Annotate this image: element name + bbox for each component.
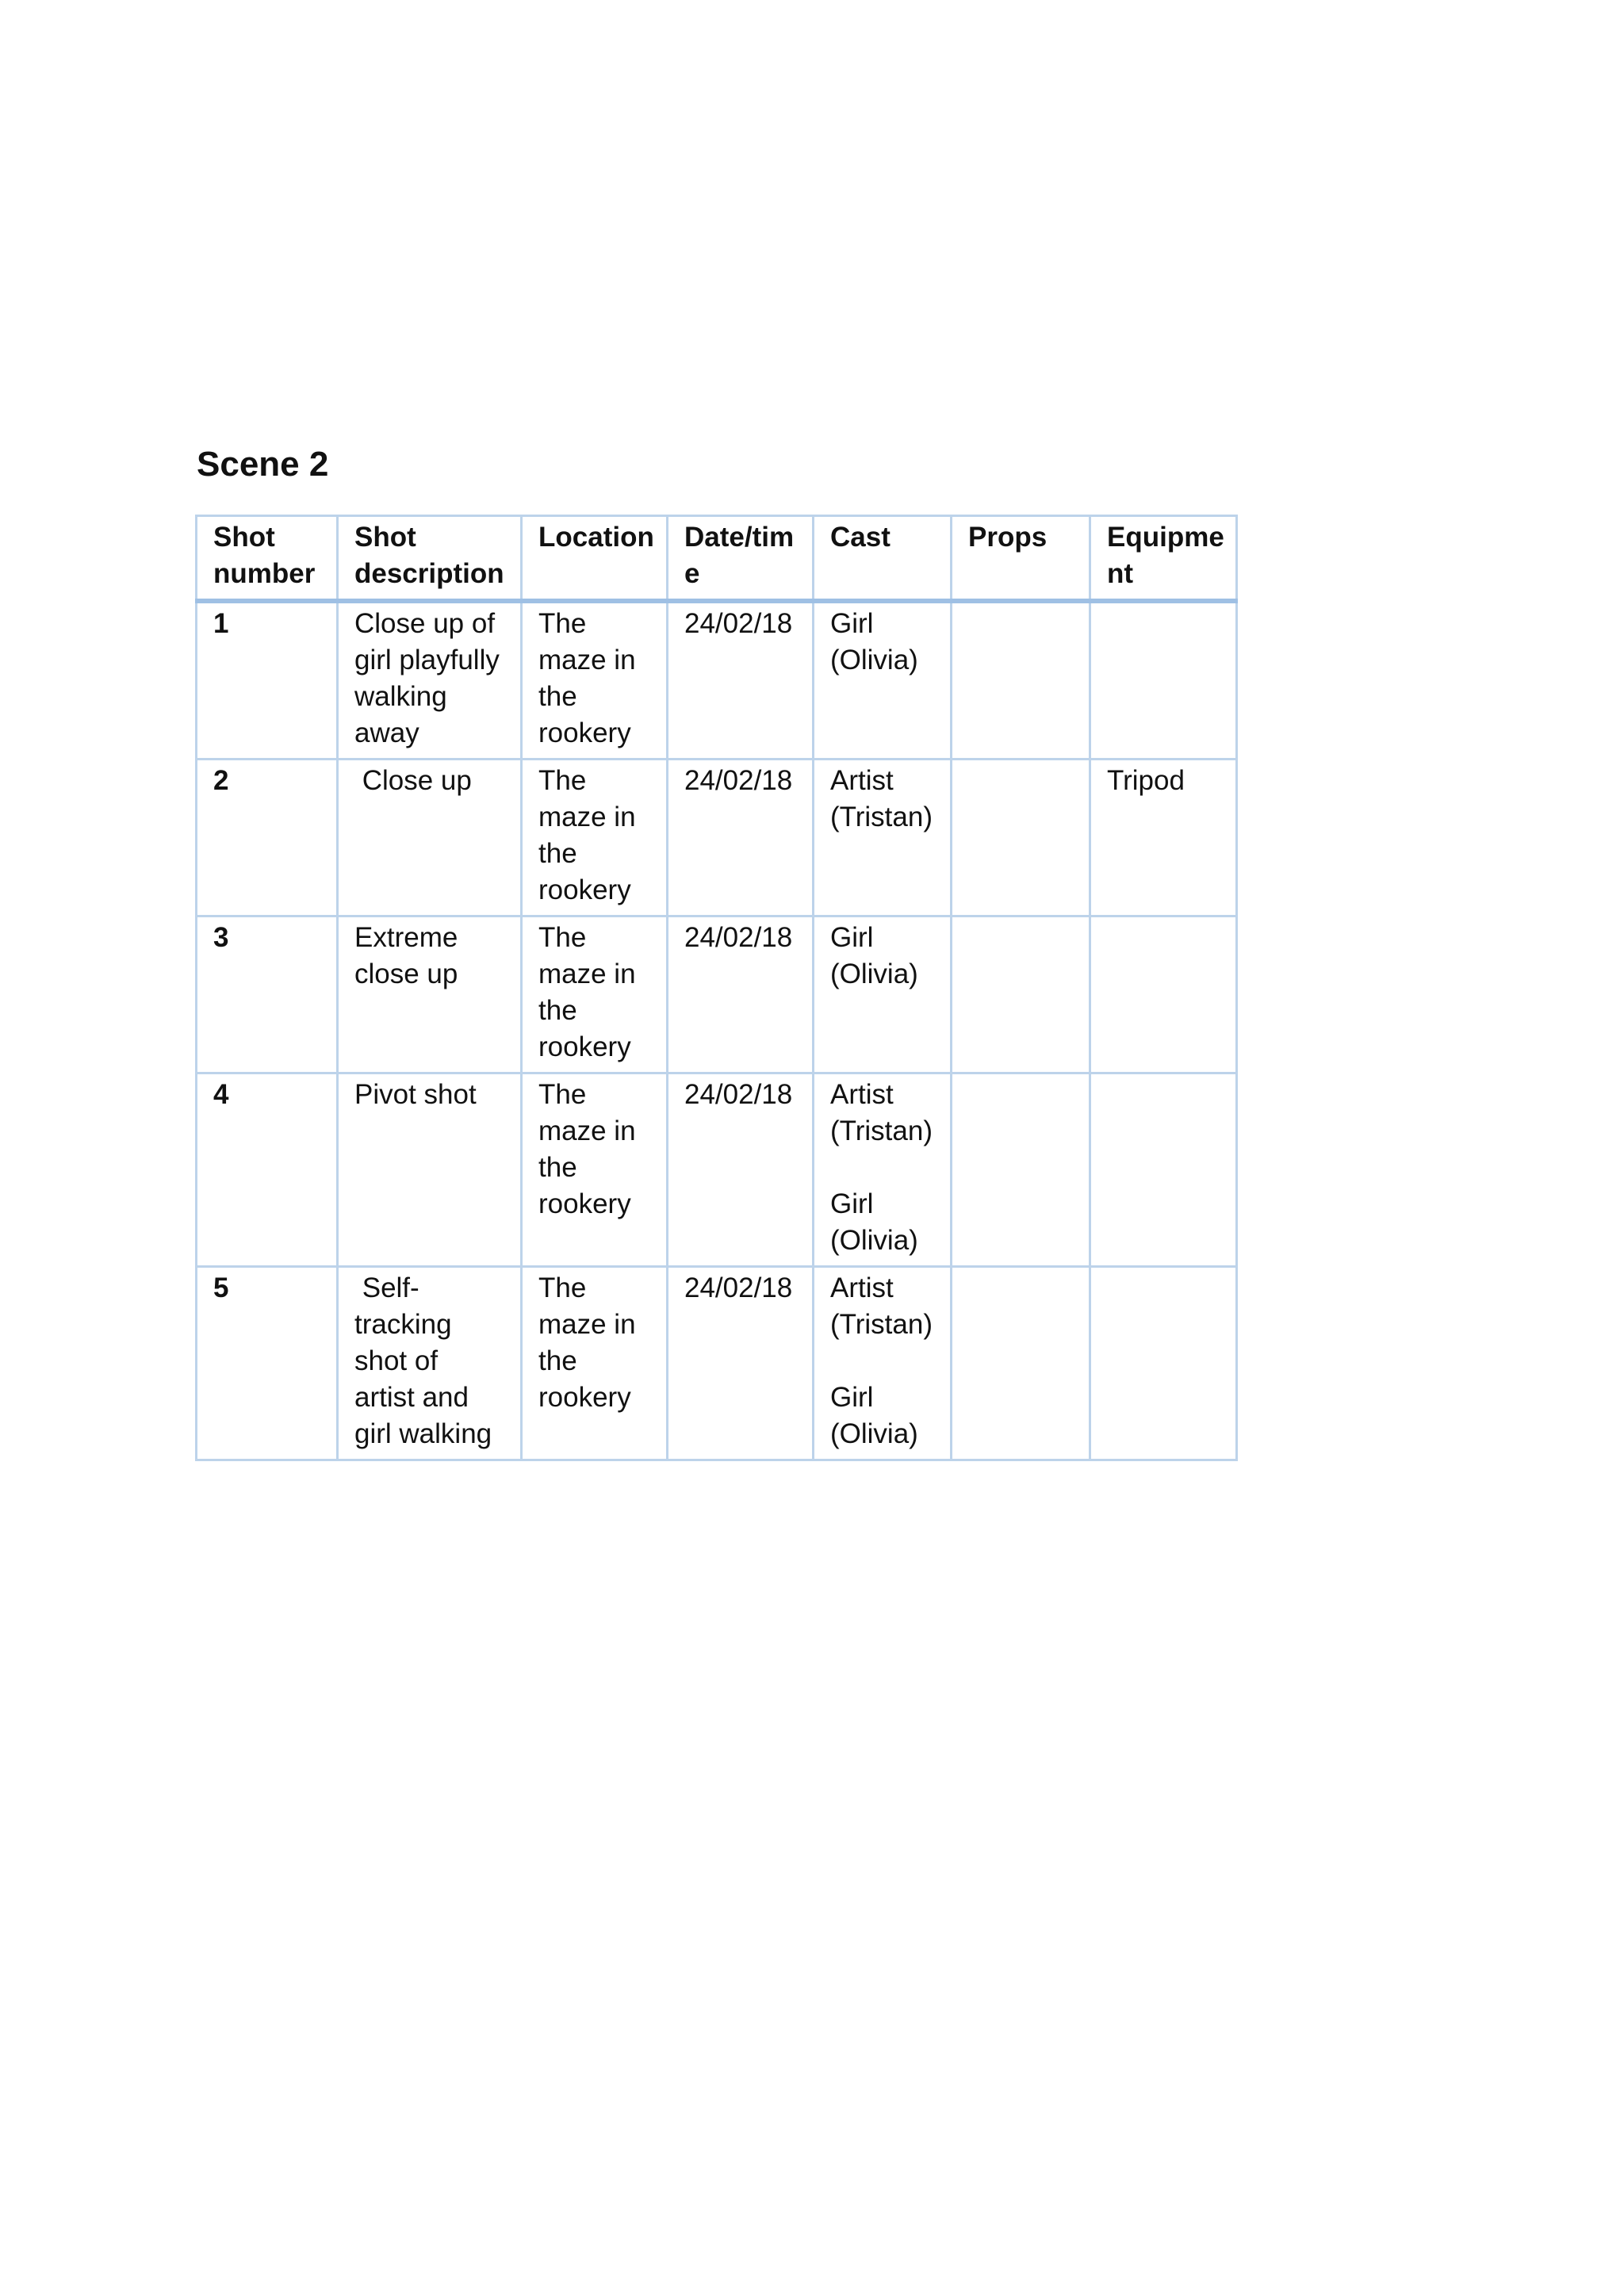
equipment-cell bbox=[1090, 1267, 1237, 1460]
props-cell bbox=[952, 1073, 1090, 1267]
shot-number-cell: 4 bbox=[197, 1073, 338, 1267]
props-cell bbox=[952, 601, 1090, 760]
table-row bbox=[197, 916, 1237, 1073]
header-equipment: Equipme nt bbox=[1090, 516, 1237, 602]
table-row bbox=[197, 1267, 1237, 1460]
location-cell: The maze in the rookery bbox=[522, 601, 668, 760]
header-shot-description: Shot description bbox=[338, 516, 522, 602]
equipment-cell: Tripod bbox=[1090, 760, 1237, 916]
header-cast: Cast bbox=[814, 516, 952, 602]
props-cell bbox=[952, 760, 1090, 916]
table-row bbox=[197, 601, 1237, 760]
header-date-time: Date/tim e bbox=[668, 516, 814, 602]
date-cell: 24/02/18 bbox=[668, 1073, 814, 1267]
cast-cell: Artist (Tristan) Girl (Olivia) bbox=[814, 1073, 952, 1267]
cast-cell: Artist (Tristan) Girl (Olivia) bbox=[814, 1267, 952, 1460]
shot-description-cell: Pivot shot bbox=[338, 1073, 522, 1267]
shot-number-cell: 2 bbox=[197, 760, 338, 916]
table-row bbox=[197, 760, 1237, 916]
date-cell: 24/02/18 bbox=[668, 601, 814, 760]
scene-title: Scene 2 bbox=[197, 445, 329, 484]
equipment-cell bbox=[1090, 1073, 1237, 1267]
equipment-cell bbox=[1090, 601, 1237, 760]
shot-description-cell: Close up of girl playfully walking away bbox=[338, 601, 522, 760]
props-cell bbox=[952, 1267, 1090, 1460]
shot-description-cell: Close up bbox=[338, 760, 522, 916]
date-cell: 24/02/18 bbox=[668, 760, 814, 916]
location-cell: The maze in the rookery bbox=[522, 1267, 668, 1460]
header-props: Props bbox=[952, 516, 1090, 602]
props-cell bbox=[952, 916, 1090, 1073]
header-shot-number: Shot number bbox=[197, 516, 338, 602]
cast-cell: Girl (Olivia) bbox=[814, 916, 952, 1073]
header-location: Location bbox=[522, 516, 668, 602]
shot-list-table bbox=[195, 515, 1238, 1461]
cast-cell: Girl (Olivia) bbox=[814, 601, 952, 760]
shot-number-cell: 1 bbox=[197, 601, 338, 760]
shot-number-cell: 5 bbox=[197, 1267, 338, 1460]
date-cell: 24/02/18 bbox=[668, 1267, 814, 1460]
equipment-cell bbox=[1090, 916, 1237, 1073]
shot-description-cell: Extreme close up bbox=[338, 916, 522, 1073]
table-row bbox=[197, 1073, 1237, 1267]
location-cell: The maze in the rookery bbox=[522, 760, 668, 916]
shot-description-cell: Self- tracking shot of artist and girl walking bbox=[338, 1267, 522, 1460]
location-cell: The maze in the rookery bbox=[522, 916, 668, 1073]
header-row bbox=[197, 516, 1237, 602]
shot-number-cell: 3 bbox=[197, 916, 338, 1073]
cast-cell: Artist (Tristan) bbox=[814, 760, 952, 916]
date-cell: 24/02/18 bbox=[668, 916, 814, 1073]
location-cell: The maze in the rookery bbox=[522, 1073, 668, 1267]
